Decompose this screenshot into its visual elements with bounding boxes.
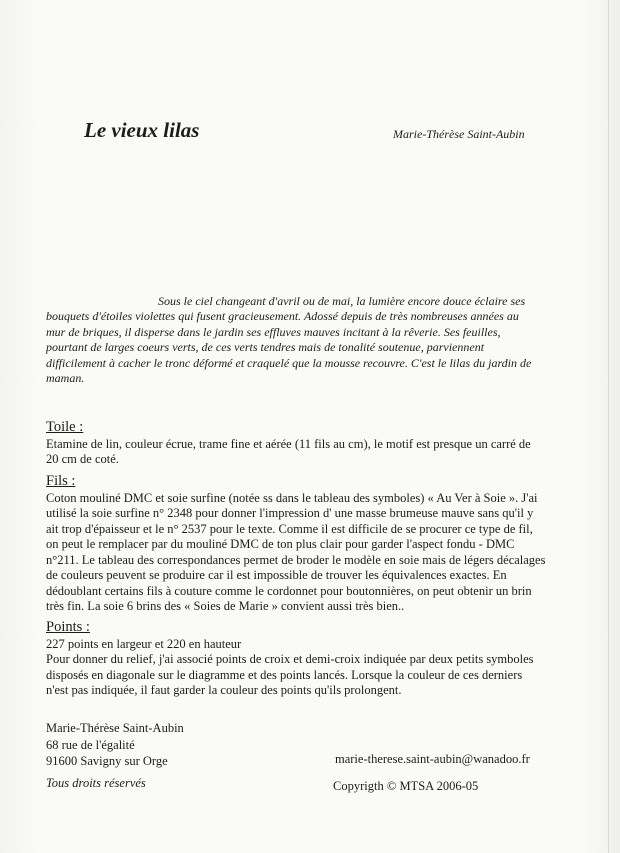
section-text-fils: Coton mouliné DMC et soie surfine (notée ss dans le tableau des symboles) « Au Ver à Soie ». J'ai utilisé la soie surfine n° 2348 pour donner l'impression d' une masse brumeuse mauve sans qu'il y ait trop d'épaisseur et le n° 2537 pour le texte. Comme il est difficile de se procurer ce type de fil, on peut le remplacer par du mouliné DMC de ton plus clair pour garder l'aspect fondu - DMC n°211. Le tableau des correspondances permet de broder le modèle en soie mais de légers décalages de couleurs peuvent se produire car il est impossible de trouver les équivalences exactes. En dédoublant certains fils à couture comme le cordonnet pour boutonnières, on peut obtenir un brin très fin. La soie 6 brins des « Soies de Marie » convient aussi très bien.. [46,490,546,613]
page-edge [608,0,609,853]
section-text-toile: Etamine de lin, couleur écrue, trame fine et aérée (11 fils au cm), le motif est presque un carré de 20 cm de coté. [46,436,531,466]
document-title: Le vieux lilas [84,118,200,142]
postal-address [46,720,184,770]
author-byline: Marie-Thérèse Saint-Aubin [393,127,525,141]
address-street: 68 rue de l'égalité [46,737,135,752]
email-address: marie-therese.saint-aubin@wanadoo.fr [335,752,530,766]
points-dimensions: 227 points en largeur et 220 en hauteur [46,636,242,651]
section-text-points: Pour donner du relief, j'ai associé points de croix et demi-croix indiquée par deux petits symboles disposés en diagonale sur le diagramme et des points lancés. Lorsque la couleur de ces derniers n'est pas indiquée, il faut garder la couleur des points qu'ils prolongent. [46,652,534,697]
section-heading-fils: Fils : [46,473,76,489]
section-fils [46,474,546,615]
address-name: Marie-Thérèse Saint-Aubin [46,721,184,735]
section-heading-toile: Toile : [46,419,84,435]
section-toile [46,420,546,468]
section-points [46,620,546,699]
section-heading-points: Points : [46,619,90,635]
copyright-notice: Copyrigth © MTSA 2006-05 [333,779,479,793]
rights-notice: Tous droits réservés [46,776,146,790]
address-city: 91600 Savigny sur Orge [46,754,168,768]
intro-paragraph: Sous le ciel changeant d'avril ou de mai, la lumière encore douce éclaire ses bouquets d'étoiles violettes qui fusent gracieusement. Adossé depuis de très nombreuses années au mur de briques, il disperse dans le jardin ses effluves mauves incitant à la rêverie. Ses feuilles, pourtant de larges coeurs verts, de ces verts tendres mais de tonalité soutenue, parviennent difficilement à cacher le tronc déformé et craquelé que la mousse recouvre. C'est le lilas du jardin de maman. [46,294,532,386]
